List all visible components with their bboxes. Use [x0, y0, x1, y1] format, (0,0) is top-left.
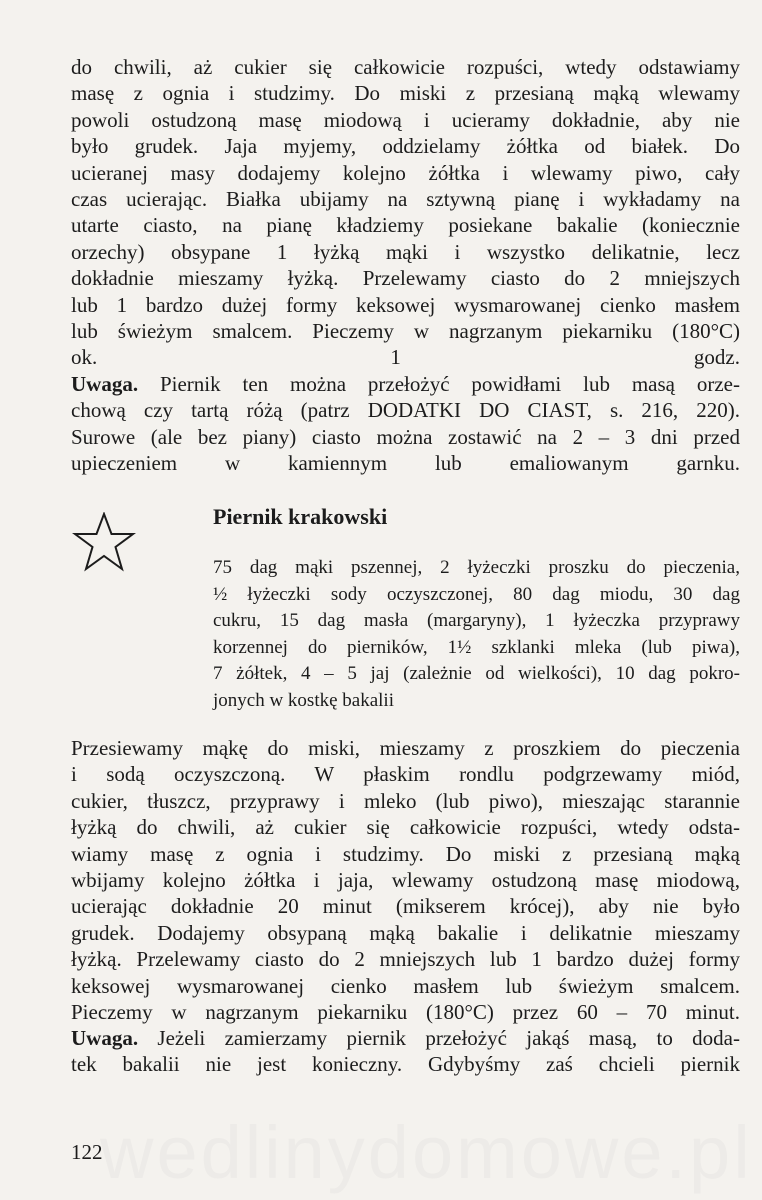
text-line: Surowe (ale bez piany) ciasto można zostawić na 2 – 3 dni przed: [71, 424, 740, 449]
text-line: i sodą oczyszczoną. W płaskim rondlu podgrzewamy miód,: [71, 762, 740, 787]
intro-paragraph: [71, 54, 740, 371]
text-line: ucieranej masy dodajemy kolejno żółtka i wlewamy piwo, cały: [71, 160, 740, 185]
ingredient-line: ½ łyżeczki sody oczyszczonej, 80 dag miodu, 30 dag: [213, 583, 740, 605]
text-line: [71, 1025, 740, 1051]
text-line: orzechy) obsypane 1 łyżką mąki i wszystko delikatnie, lecz: [71, 239, 740, 264]
text-line: Pieczemy w nagrzanym piekarniku (180°C) przez 60 – 70 minut.: [71, 999, 740, 1024]
note-label: Uwaga.: [71, 372, 139, 396]
note-text: Piernik ten można przełożyć powidłami lub masą orze-: [138, 372, 740, 396]
recipe-title: Piernik krakowski: [213, 504, 388, 529]
ingredient-line: korzennej do pierników, 1½ szklanki mleka (lub piwa),: [213, 636, 740, 658]
text-line: upieczeniem w kamiennym lub emaliowanym garnku.: [71, 451, 740, 476]
text-line: powoli ostudzoną masę miodową i ucieramy dokładnie, aby nie: [71, 107, 740, 132]
note-label: Uwaga.: [71, 1026, 139, 1050]
text-line: ok. 1 godz.: [71, 345, 740, 370]
text-line: chową czy tartą różą (patrz DODATKI DO CIAST, s. 216, 220).: [71, 398, 740, 423]
text-line: tek bakalii nie jest konieczny. Gdybyśmy zaś chcieli piernik: [71, 1052, 740, 1077]
watermark: wedlinydomowe.pl: [100, 1111, 753, 1194]
text-line: dokładnie mieszamy łyżką. Przelewamy ciasto do 2 mniejszych: [71, 266, 740, 291]
ingredient-line: cukru, 15 dag masła (margaryny), 1 łyżeczka przyprawy: [213, 610, 740, 632]
text-line: grudek. Dodajemy obsypaną mąką bakalie i delikatnie mieszamy: [71, 920, 740, 945]
text-line: utarte ciasto, na pianę kładziemy posiekane bakalie (koniecznie: [71, 213, 740, 238]
ingredient-line: 75 dag mąki pszennej, 2 łyżeczki proszku do pieczenia,: [213, 557, 740, 578]
text-line: łyżką do chwili, aż cukier się całkowicie rozpuści, wtedy odsta-: [71, 815, 740, 840]
page-number: 122: [71, 1140, 103, 1164]
text-line: cukier, tłuszcz, przyprawy i mleko (lub piwo), mieszając starannie: [71, 788, 740, 813]
text-line: czas ucierając. Białka ubijamy na sztywną pianę i wykładamy na: [71, 186, 740, 211]
ingredient-line: 7 żółtek, 4 – 5 jaj (zależnie od wielkości), 10 dag pokro-: [213, 663, 740, 685]
text-line: łyżką. Przelewamy ciasto do 2 mniejszych lub 1 bardzo dużej formy: [71, 947, 740, 972]
text-line: ucierając dokładnie 20 minut (mikserem krócej), aby nie było: [71, 894, 740, 919]
star-outline-icon: [72, 512, 136, 572]
text-line: [71, 371, 740, 397]
note-text: Jeżeli zamierzamy piernik przełożyć jakąś masą, to doda-: [138, 1026, 740, 1050]
text-line: wbijamy kolejno żółtka i jaja, wlewamy ostudzoną masę miodową,: [71, 867, 740, 892]
text-line: lub 1 bardzo dużej formy keksowej wysmarowanej cienko masłem: [71, 292, 740, 317]
ingredient-line: jonych w kostkę bakalii: [213, 689, 394, 711]
ingredients-list: [213, 555, 740, 715]
text-line: wiamy masę z ognia i studzimy. Do miski z przesianą mąką: [71, 841, 740, 866]
text-line: Przesiewamy mąkę do miski, mieszamy z proszkiem do pieczenia: [71, 736, 740, 760]
text-line: masę z ognia i studzimy. Do miski z przesianą mąką wlewamy: [71, 81, 740, 106]
note-paragraph-1: [71, 371, 740, 477]
text-line: lub świeżym smalcem. Pieczemy w nagrzanym piekarniku (180°C): [71, 318, 740, 343]
method-paragraph: [71, 735, 740, 1025]
text-line: keksowej wysmarowanej cienko masłem lub świeżym smalcem.: [71, 973, 740, 998]
text-line: do chwili, aż cukier się całkowicie rozpuści, wtedy odstawiamy: [71, 55, 740, 79]
note-paragraph-2: [71, 1025, 740, 1078]
text-line: było grudek. Jaja myjemy, oddzielamy żółtka od białek. Do: [71, 134, 740, 159]
